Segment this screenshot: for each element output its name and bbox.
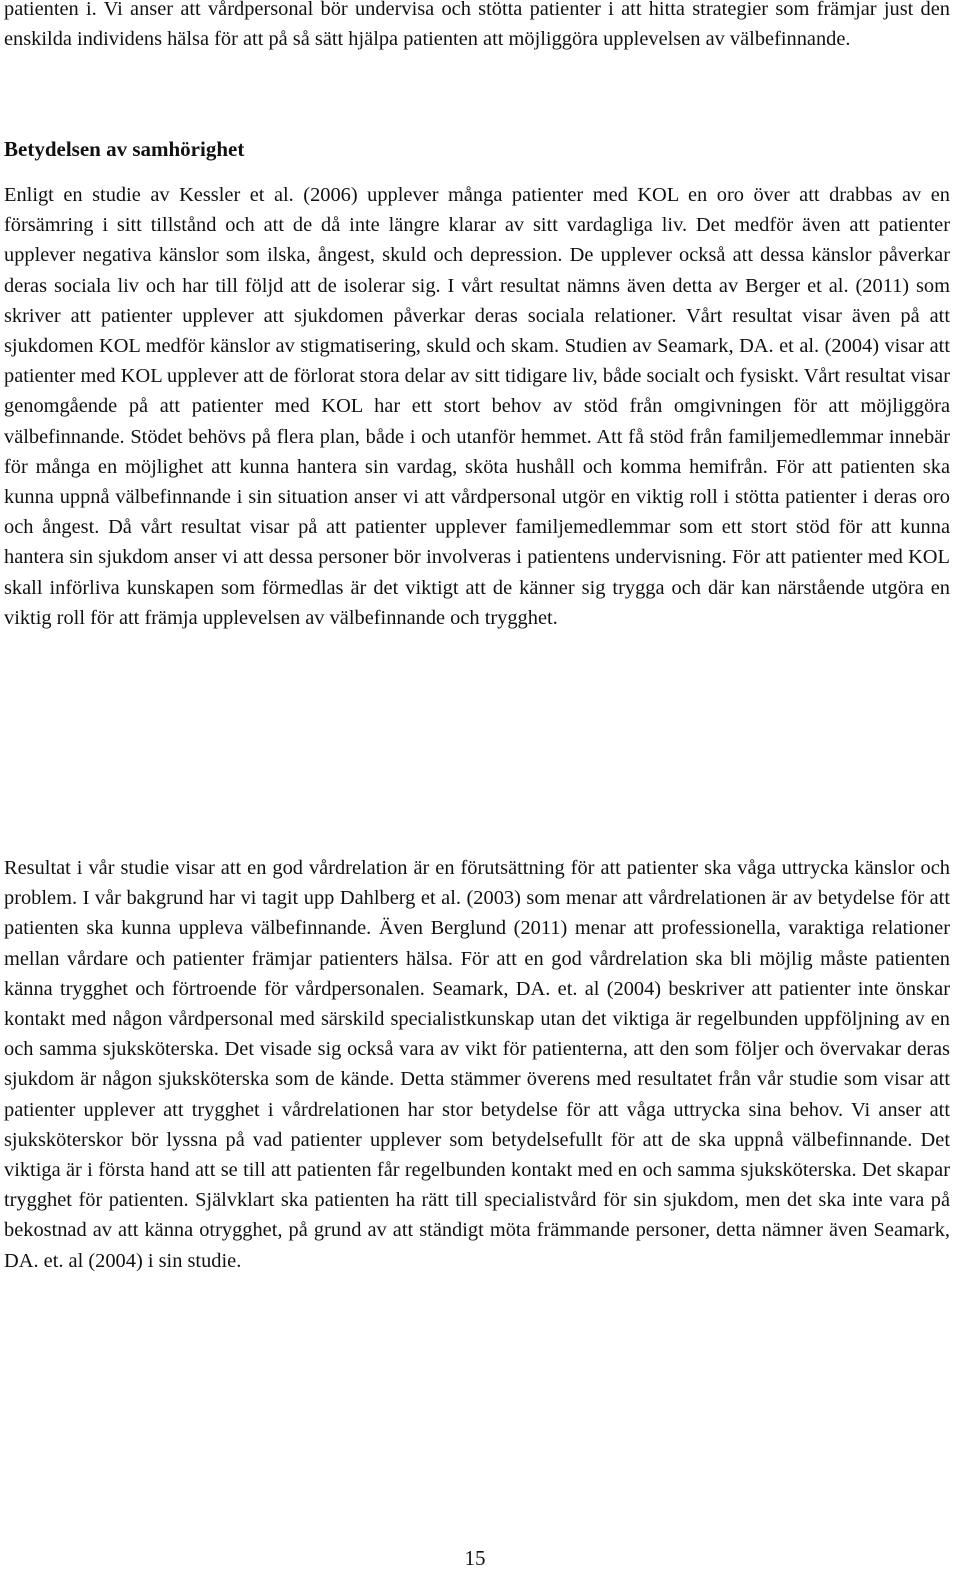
paragraph-kessler: Enligt en studie av Kessler et al. (2006) upplever många patienter med KOL en oro över att drabbas av en försämring i sitt tillstånd och att de då inte längre klarar av sitt vardagliga liv. Det medför även att patienter upplever negativa känslor som ilska, ångest, skuld och depression. De upplever också att dessa känslor påverkar deras sociala liv och har till följd att de isolerar sig. I vårt resultat nämns även detta av Berger et al. (2011) som skriver att patienter upplever att sjukdomen påverkar deras sociala relationer. Vårt resultat visar även på att sjukdomen KOL medför känslor av stigmatisering, skuld och skam. Studien av Seamark, DA. et al. (2004) visar att patienter med KOL upplever att de förlorat stora delar av sitt tidigare liv, både socialt och fysiskt. Vårt resultat visar genomgående på att patienter med KOL har ett stort behov av stöd från omgivningen för att möjliggöra välbefinnande. Stödet behövs på flera plan, både i och utanför hemmet. Att få stöd från familjemedlemmar innebär för många en möjlighet att kunna hantera sin vardag, sköta hushåll och komma hemifrån. För att patienten ska kunna uppnå välbefinnande i sin situation anser vi att vårdpersonal utgör en viktig roll i stötta patienter i deras oro och ångest. Då vårt resultat visar på att patienter upplever familjemedlemmar som ett stort stöd för att kunna hantera sin sjukdom anser vi att dessa personer bör involveras i patientens undervisning. För att patienter med KOL skall införliva kunskapen som förmedlas är det viktigt att de känner sig trygga och där kan närstående utgöra en viktig roll för att främja upplevelsen av välbefinnande och trygghet. [4, 184, 950, 629]
paragraph-vardrelation: Resultat i vår studie visar att en god vårdrelation är en förutsättning för att patienter ska våga uttrycka känslor och problem. I vår bakgrund har vi tagit upp Dahlberg et al. (2003) som menar att vårdrelationen är av betydelse för att patienten ska kunna uppleva välbefinnande. Även Berglund (2011) menar att professionella, varaktiga relationer mellan vårdare och patienter främjar patienters hälsa. För att en god vårdrelation ska bli möjlig måste patienten känna trygghet och förtroende för vårdpersonalen. Seamark, DA. et. al (2004) beskriver att patienter inte önskar kontakt med någon vårdpersonal med särskild specialistkunskap utan det viktiga är regelbunden uppföljning av en och samma sjuksköterska. Det visade sig också vara av vikt för patienterna, att den som följer och övervakar deras sjukdom är någon sjuksköterska som de kände. Detta stämmer överens med resultatet från vår studie som visar att patienter upplever att trygghet i vårdrelationen har stor betydelse för att våga uttrycka sina behov. Vi anser att sjuksköterskor bör lyssna på vad patienter upplever som betydelsefullt för att de ska uppnå välbefinnande. Det viktiga är i första hand att se till att patienten får regelbunden kontakt med en och samma sjuksköterska. Det skapar trygghet för patienten. Självklart ska patienten ha rätt till specialistvård för sin sjukdom, men det ska inte vara på bekostnad av att känna otrygghet, på grund av att ständigt möta främmande personer, detta nämner även Seamark, DA. et. al (2004) i sin studie. [4, 857, 950, 1272]
page-number: 15 [464, 1546, 486, 1570]
section-heading: Betydelsen av samhörighet [4, 137, 245, 161]
paragraph-continued: patienten i. Vi anser att vårdpersonal bör undervisa och stötta patienter i att hitta strategier som främjar just den enskilda individens hälsa för att på så sätt hjälpa patienten att möjliggöra upplevelsen av välbefinnande. [4, 0, 950, 51]
